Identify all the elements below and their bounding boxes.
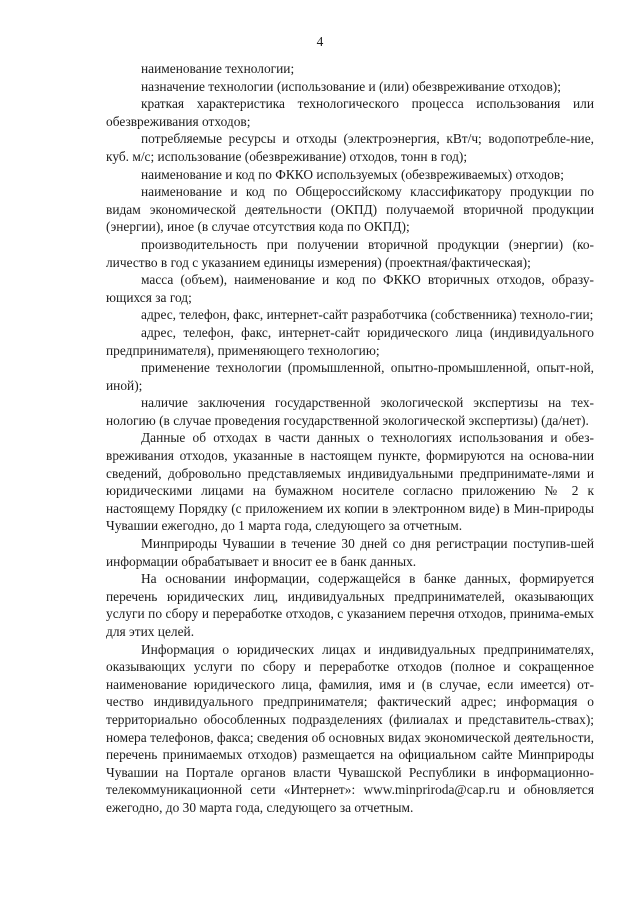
list-item-resources-consumed: потребляемые ресурсы и отходы (электроэнергия, кВт/ч; водопотребле-ние, куб. м/с; использование (обезвреживание) отходов, тонн в год); xyxy=(106,131,594,164)
list-item-technology-purpose: назначение технологии (использование и (или) обезвреживание отходов); xyxy=(141,78,561,94)
paragraph-list-formation: На основании информации, содержащейся в банке данных, формируется перечень юридических лиц, индивидуальных предпринимателей, оказывающих услуги по сбору и переработке отходов, с указанием перечня отходов, принима-емых для этих целей. xyxy=(106,571,594,639)
paragraph-data-formation: Данные об отходах в части данных о технологиях использования и обез-вреживания отходов, указанные в настоящем пункте, формируются на основа-нии сведений, добровольно представляемых индивидуальными предпринимате-лями и юридическими лицами на бумажном носителе согласно приложению № 2 к настоящему Порядку (с приложением их копии в электронном виде) в Мин-природы Чувашии ежегодно, до 1 марта года, следующего за отчетным. xyxy=(106,430,594,534)
list-item-process-description: краткая характеристика технологического процесса использования или обезвреживания отходов; xyxy=(106,96,594,129)
paragraph-publication-info: Информация о юридических лицах и индивидуальных предпринимателях, оказывающих услуги по сбору и переработке отходов (полное и сокращенное наименование юридического лица, фамилия, имя и (в случае, если имеется) от-чество индивидуального предпринимателя; фактический адрес; информация о территориально обособленных подразделениях (филиалах и представитель-ствах); номера телефонов, факса; сведения об основных видах экономической деятельности, перечень принимаемых отходов) размещается на официальном сайте Минприроды Чувашии на Портале органов власти Чувашской Республики в информационно-телекоммуникационной сети «Интернет»: www.minpriroda@cap.ru и обновляется ежегодно, до 30 марта года, следующего за отчетным. xyxy=(106,641,594,815)
list-item-technology-application: применение технологии (промышленной, опытно-промышленной, опыт-ной, иной); xyxy=(106,360,594,393)
list-item-fkko-waste-code: наименование и код по ФККО используемых (обезвреживаемых) отходов; xyxy=(141,166,564,182)
list-item-developer-contacts: адрес, телефон, факс, интернет-сайт разработчика (собственника) техноло-гии; xyxy=(141,307,594,323)
list-item-technology-name: наименование технологии; xyxy=(141,61,295,76)
list-item-okpd-code: наименование и код по Общероссийскому классификатору продукции по видам экономической деятельности (ОКПД) получаемой вторичной продукции (энергии), иное (в случае отсутствия кода по ОКПД); xyxy=(106,184,594,235)
list-item-legal-entity-contacts: адрес, телефон, факс, интернет-сайт юридического лица (индивидуального предпринимателя), применяющего технологию; xyxy=(106,324,594,358)
list-item-secondary-waste: масса (объем), наименование и код по ФККО вторичных отходов, образу-ющихся за год; xyxy=(106,272,594,305)
list-item-ecological-expertise: наличие заключения государственной экологической экспертизы на тех-нологию (в случае проведения государственной экологической экспертизы) (да/нет). xyxy=(106,395,594,428)
paragraph-processing-term: Минприроды Чувашии в течение 30 дней со дня регистрации поступив-шей информации обрабатывает и вносит ее в банк данных. xyxy=(106,536,594,569)
document-body xyxy=(106,60,594,817)
page-number: 4 xyxy=(316,34,324,49)
list-item-productivity: производительность при получении вторичной продукции (энергии) (ко-личество в год с указанием единицы измерения) (проектная/фактическая); xyxy=(106,236,594,270)
